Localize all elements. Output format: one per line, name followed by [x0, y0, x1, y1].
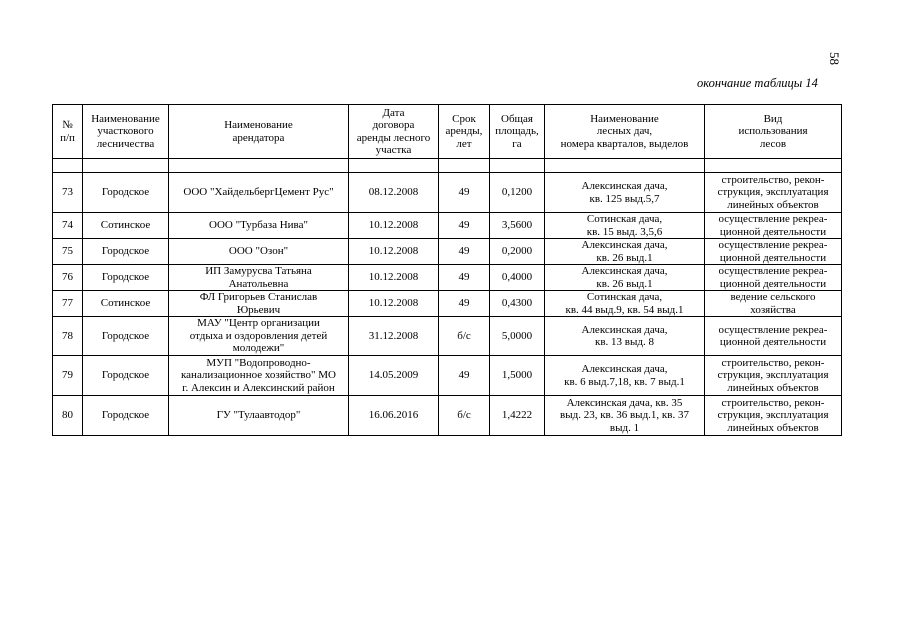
row-lease-term: б/с — [439, 396, 490, 436]
row-lease-term: б/с — [439, 317, 490, 356]
row-forest-plots: Алексинская дача, кв. 13 выд. 8 — [545, 317, 705, 356]
row-forestry: Городское — [83, 265, 169, 291]
spacer-cell — [490, 159, 545, 173]
lease-table — [52, 104, 842, 436]
table-header-row — [53, 105, 842, 159]
row-forest-plots: Алексинская дача, кв. 125 выд.5,7 — [545, 173, 705, 213]
header-usage-type: Вид использования лесов — [705, 105, 842, 159]
row-number: 78 — [53, 317, 83, 356]
row-contract-date: 14.05.2009 — [349, 356, 439, 396]
row-usage-type: осуществление рекреа- ционной деятельности — [705, 317, 842, 356]
row-number: 80 — [53, 396, 83, 436]
table-row — [53, 213, 842, 239]
row-area: 0,2000 — [490, 239, 545, 265]
row-forestry: Городское — [83, 317, 169, 356]
header-forest-plots: Наименование лесных дач, номера кварталов, выделов — [545, 105, 705, 159]
row-number: 75 — [53, 239, 83, 265]
row-area: 5,0000 — [490, 317, 545, 356]
row-area: 1,5000 — [490, 356, 545, 396]
row-number: 74 — [53, 213, 83, 239]
table-row — [53, 356, 842, 396]
row-contract-date: 16.06.2016 — [349, 396, 439, 436]
table-row — [53, 173, 842, 213]
row-tenant: ООО "ХайдельбергЦемент Рус" — [169, 173, 349, 213]
row-forest-plots: Сотинская дача, кв. 15 выд. 3,5,6 — [545, 213, 705, 239]
spacer-cell — [545, 159, 705, 173]
row-number: 77 — [53, 291, 83, 317]
row-lease-term: 49 — [439, 291, 490, 317]
row-usage-type: осуществление рекреа- ционной деятельности — [705, 265, 842, 291]
row-tenant: МУП "Водопроводно- канализационное хозяйство" МО г. Алексин и Алексинский район — [169, 356, 349, 396]
table-row — [53, 291, 842, 317]
row-area: 0,4300 — [490, 291, 545, 317]
row-number: 79 — [53, 356, 83, 396]
row-area: 0,4000 — [490, 265, 545, 291]
header-tenant: Наименование арендатора — [169, 105, 349, 159]
row-tenant: МАУ "Центр организации отдыха и оздоровления детей молодежи" — [169, 317, 349, 356]
table-body — [53, 173, 842, 436]
table-row — [53, 265, 842, 291]
row-usage-type: осуществление рекреа- ционной деятельности — [705, 213, 842, 239]
row-forestry: Городское — [83, 356, 169, 396]
header-area: Общая площадь, га — [490, 105, 545, 159]
spacer-cell — [349, 159, 439, 173]
row-contract-date: 10.12.2008 — [349, 239, 439, 265]
table-caption: окончание таблицы 14 — [697, 76, 818, 90]
row-forestry: Сотинское — [83, 291, 169, 317]
row-forestry: Городское — [83, 239, 169, 265]
row-usage-type: строительство, рекон- струкция, эксплуатация линейных объектов — [705, 396, 842, 436]
row-forestry: Городское — [83, 173, 169, 213]
spacer-cell — [53, 159, 83, 173]
row-usage-type: ведение сельского хозяйства — [705, 291, 842, 317]
row-tenant: ИП Замурусва Татьяна Анатольевна — [169, 265, 349, 291]
header-contract-date: Дата договора аренды лесного участка — [349, 105, 439, 159]
row-forestry: Сотинское — [83, 213, 169, 239]
row-lease-term: 49 — [439, 173, 490, 213]
spacer-cell — [705, 159, 842, 173]
header-number: № п/п — [53, 105, 83, 159]
row-lease-term: 49 — [439, 239, 490, 265]
row-forestry: Городское — [83, 396, 169, 436]
row-tenant: ООО "Турбаза Нива" — [169, 213, 349, 239]
spacer-cell — [83, 159, 169, 173]
row-tenant: ФЛ Григорьев Станислав Юрьевич — [169, 291, 349, 317]
row-contract-date: 10.12.2008 — [349, 213, 439, 239]
table-row — [53, 317, 842, 356]
table-row — [53, 239, 842, 265]
row-number: 73 — [53, 173, 83, 213]
spacer-cell — [439, 159, 490, 173]
row-tenant: ГУ "Тулаавтодор" — [169, 396, 349, 436]
row-lease-term: 49 — [439, 213, 490, 239]
header-lease-term: Срок аренды, лет — [439, 105, 490, 159]
page-number: 58 — [827, 52, 842, 65]
row-contract-date: 31.12.2008 — [349, 317, 439, 356]
row-area: 3,5600 — [490, 213, 545, 239]
row-usage-type: строительство, рекон- струкция, эксплуатация линейных объектов — [705, 173, 842, 213]
row-forest-plots: Сотинская дача, кв. 44 выд.9, кв. 54 выд.1 — [545, 291, 705, 317]
row-usage-type: осуществление рекреа- ционной деятельности — [705, 239, 842, 265]
row-lease-term: 49 — [439, 265, 490, 291]
header-forestry: Наименование участкового лесничества — [83, 105, 169, 159]
row-usage-type: строительство, рекон- струкция, эксплуатация линейных объектов — [705, 356, 842, 396]
table-spacer-row — [53, 159, 842, 173]
row-contract-date: 08.12.2008 — [349, 173, 439, 213]
row-lease-term: 49 — [439, 356, 490, 396]
row-area: 0,1200 — [490, 173, 545, 213]
row-tenant: ООО "Озон" — [169, 239, 349, 265]
table-row — [53, 396, 842, 436]
row-forest-plots: Алексинская дача, кв. 35 выд. 23, кв. 36 выд.1, кв. 37 выд. 1 — [545, 396, 705, 436]
row-contract-date: 10.12.2008 — [349, 265, 439, 291]
row-forest-plots: Алексинская дача, кв. 26 выд.1 — [545, 239, 705, 265]
row-area: 1,4222 — [490, 396, 545, 436]
row-contract-date: 10.12.2008 — [349, 291, 439, 317]
spacer-cell — [169, 159, 349, 173]
row-forest-plots: Алексинская дача, кв. 6 выд.7,18, кв. 7 выд.1 — [545, 356, 705, 396]
row-forest-plots: Алексинская дача, кв. 26 выд.1 — [545, 265, 705, 291]
row-number: 76 — [53, 265, 83, 291]
